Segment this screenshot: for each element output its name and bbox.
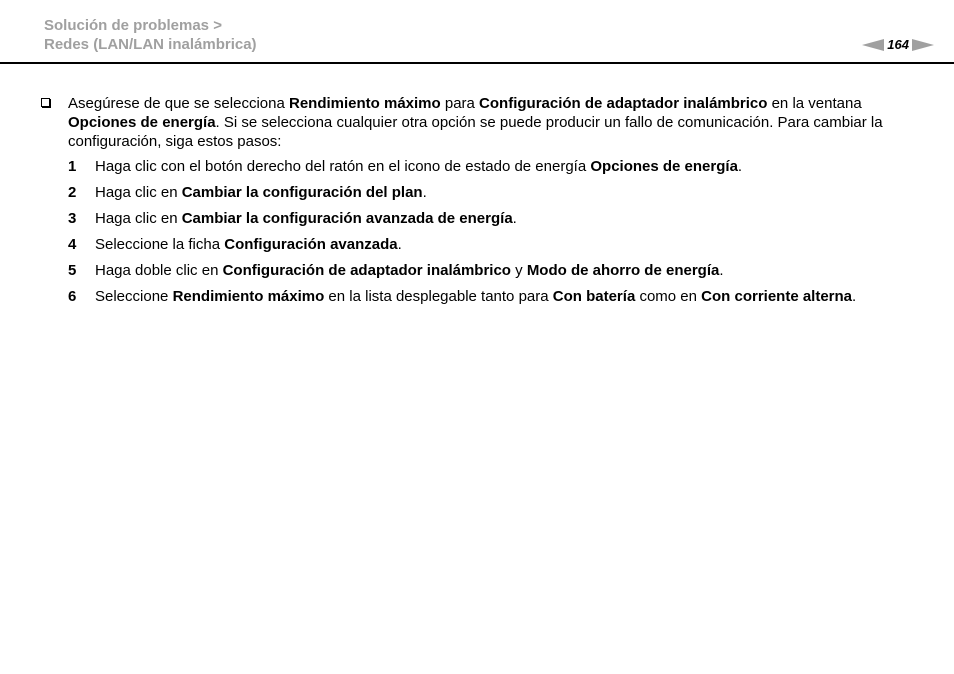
breadcrumb-subsection: Redes (LAN/LAN inalámbrica)	[44, 36, 257, 53]
breadcrumb-section: Solución de problemas >	[44, 17, 222, 34]
breadcrumb	[44, 16, 257, 54]
step-item: 1 Haga clic con el botón derecho del ratón en el icono de estado de energía Opciones de energía.	[68, 158, 743, 175]
step-number: 3	[68, 210, 77, 227]
page-number: 164	[887, 37, 909, 52]
step-item: 2 Haga clic en Cambiar la configuración del plan.	[68, 184, 427, 201]
page-header	[0, 0, 954, 64]
checkbox-bullet-icon	[41, 98, 50, 107]
next-page-arrow-icon[interactable]	[912, 39, 934, 51]
window-name: Opciones de energía	[68, 114, 216, 131]
step-number: 5	[68, 262, 77, 279]
step-number: 4	[68, 236, 77, 253]
step-number: 1	[68, 158, 77, 175]
step-item: 6 Seleccione Rendimiento máximo en la lista desplegable tanto para Con batería como en Con corriente alterna.	[68, 288, 857, 305]
step-item: 3 Haga clic en Cambiar la configuración avanzada de energía.	[68, 210, 517, 227]
steps-list	[40, 157, 920, 306]
previous-page-arrow-icon[interactable]	[862, 39, 884, 51]
setting-name: Configuración de adaptador inalámbrico	[479, 95, 768, 112]
option-name: Rendimiento máximo	[288, 95, 441, 112]
step-number: 6	[68, 288, 77, 305]
header-divider	[0, 62, 954, 64]
page-navigation	[862, 37, 934, 53]
main-content	[40, 94, 920, 313]
intro-paragraph: Asegúrese de que se selecciona Rendimiento máximo para Configuración de adaptador inalámbrico en la ventana Opciones de energía. Si se selecciona cualquier otra opción se puede producir un fallo de comunicación. Para cambiar la configuración, siga estos pasos:	[40, 94, 920, 151]
step-number: 2	[68, 184, 77, 201]
step-item: 4 Seleccione la ficha Configuración avanzada.	[68, 236, 402, 253]
step-item: 5 Haga doble clic en Configuración de adaptador inalámbrico y Modo de ahorro de energía.	[68, 262, 724, 279]
